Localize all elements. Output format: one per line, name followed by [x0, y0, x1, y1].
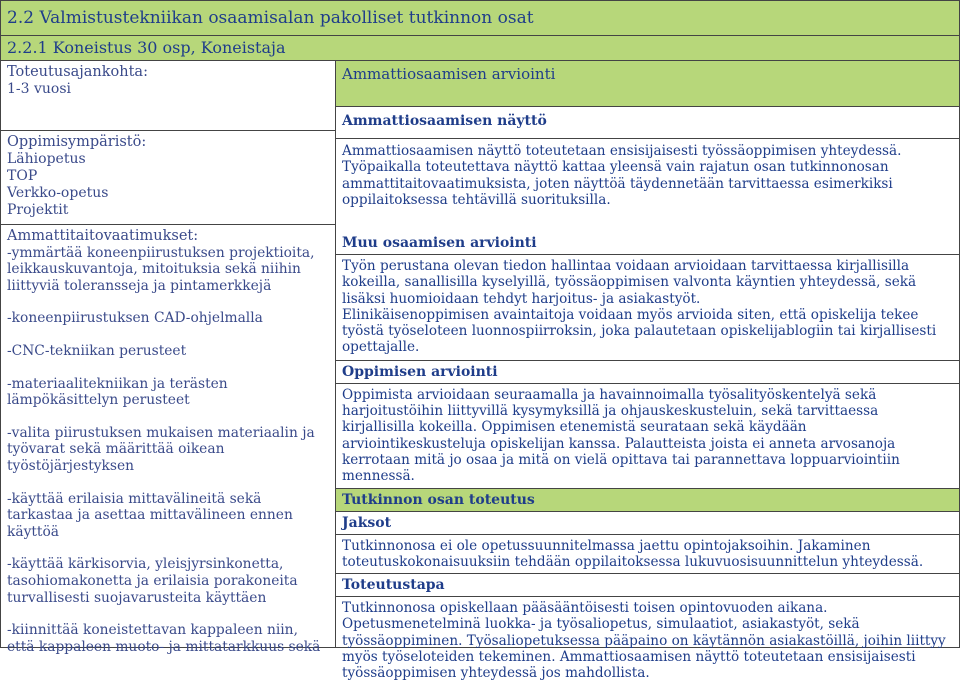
- demo-heading: Ammattiosaamisen näyttö: [342, 113, 547, 129]
- skill-item: -koneenpiirustuksen CAD-ohjelmalla: [7, 310, 263, 327]
- environment-item: Lähiopetus: [7, 151, 86, 167]
- skill-item: -käyttää kärkisorvia, yleisjyrsinkonetta, tasohiomakonetta ja erilaisia porakoneita turvallisesti suojavarusteita käyttäen: [7, 556, 298, 606]
- right-column: [336, 61, 960, 682]
- skill-item: -materiaalitekniikan ja terästen lämpökäsittelyn perusteet: [7, 375, 228, 409]
- skill-item: -käyttää erilaisia mittavälineitä sekä tarkastaa ja asettaa mittavälineen ennen käyttöä: [7, 490, 293, 540]
- environment-label: Oppimisympäristö:: [7, 134, 147, 150]
- implementation-header: Tutkinnon osan toteutus: [336, 489, 959, 512]
- timing-label: Toteutusajankohta:: [7, 64, 148, 80]
- method-heading: Toteutustapa: [336, 574, 959, 597]
- skill-item: -kiinnittää koneistettavan kappaleen niin, että kappaleen muoto- ja mittatarkkuus sekä: [7, 622, 321, 655]
- periods-heading: Jaksot: [336, 512, 959, 535]
- other-text-2: Elinikäisenoppimisen avaintaitoja voidaan myös arvioida siten, että opiskelija tekee työstä työseloteen luonnospiirroksin, joka palautetaan opiskelijablogiin tai kirjallisesti opettajalle.: [336, 307, 959, 361]
- environment-item: Projektit: [7, 202, 69, 218]
- learning-heading: Oppimisen arviointi: [336, 361, 959, 384]
- environment-item: TOP: [7, 168, 38, 184]
- periods-text: Tutkinnonosa ei ole opetussuunnitelmassa jaettu opintojaksoihin. Jakaminen toteutuskokonaisuuksiin tehdään oppilaitoksessa lukuvuosisuunnittelun yhteydessä.: [336, 535, 959, 575]
- assessment-header: Ammattiosaamisen arviointi: [336, 61, 959, 107]
- skills-label: Ammattitaitovaatimukset:: [7, 228, 199, 244]
- section-title: 2.2 Valmistustekniikan osaamisalan pakolliset tutkinnon osat: [0, 0, 960, 36]
- environment-block: [1, 131, 335, 225]
- other-text-1: Työn perustana olevan tiedon hallintaa voidaan arvioidaan tarvittaessa kirjallisilla kokeilla, sanallisilla kyselyillä, työssäoppimisen valvonta käyntien yhteydessä, sekä lisäksi huomioidaan tehdyt harjoitus- ja asiakastyöt.: [342, 258, 917, 307]
- learning-text: Oppimista arvioidaan seuraamalla ja havainnoimalla työsalityöskentelyä sekä harjoitustöihin liittyvillä kysymyksillä ja ohjauskeskusteluin, sekä tarvittaessa kirjallisilla kokeilla. Oppimisen etenemistä seurataan sekä käydään arviointikeskusteluja opiskelijan kanssa. Palautteista joista ei anneta arvosanoja kerrotaan mitä jo osaa ja mitä on vielä opittava tai parannettava loppuarviointiin mennessä.: [336, 384, 959, 489]
- other-heading: Muu osaamisen arviointi: [336, 232, 959, 255]
- environment-item: Verkko-opetus: [7, 185, 109, 201]
- timing-value: 1-3 vuosi: [7, 81, 72, 97]
- skill-item: -CNC-tekniikan perusteet: [7, 342, 187, 359]
- left-column: [0, 61, 336, 655]
- skills-block: [1, 225, 335, 658]
- subsection-title: 2.2.1 Koneistus 30 osp, Koneistaja: [0, 36, 960, 61]
- demo-text: Ammattiosaamisen näyttö toteutetaan ensisijaisesti työssäoppimisen yhteydessä. Työpaikalla toteutettava näyttö kattaa yleensä vain rajatun osan tutkinnonosan ammattitaitovaatimuksista, joten näyttöä täydennetään tarvittaessa esimerkiksi oppilaitoksessa tehtävillä suorituksilla.: [342, 143, 902, 208]
- method-text: Tutkinnonosa opiskellaan pääsääntöisesti toisen opintovuoden aikana. Opetusmenetelminä luokka- ja työsaliopetus, simulaatiot, asiakastyöt, sekä työssäoppiminen. Työsaliopetuksessa pääpaino on käytännön asiakastöillä, joihin liittyy myös työseloteiden tekeminen. Ammattiosaamisen näyttö toteutetaan ensisijaisesti työssäoppimisen yhteydessä jos mahdollista.: [342, 600, 946, 682]
- skill-item: -valita piirustuksen mukaisen materiaalin ja työvarat sekä määrittää oikean työstöjärjestyksen: [7, 424, 315, 474]
- timing-block: [1, 61, 335, 131]
- skill-item: -ymmärtää koneenpiirustuksen projektioita, leikkauskuvantoja, mitoituksia sekä niihin liittyviä toleransseja ja pintamerkkejä: [7, 244, 315, 294]
